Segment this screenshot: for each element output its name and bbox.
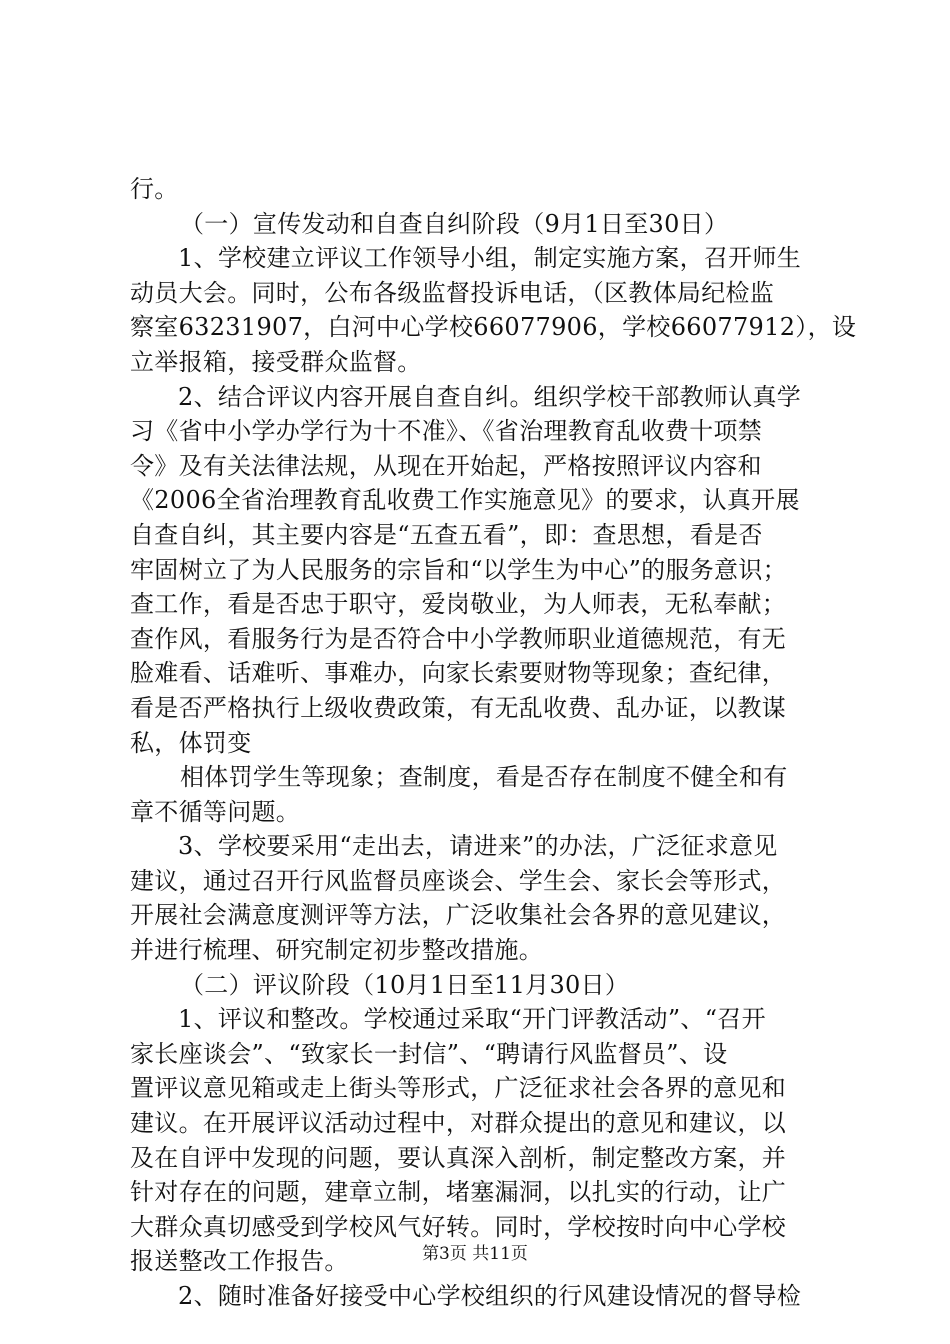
text-line: 建议。在开展评议活动过程中，对群众提出的意见和建议，以 <box>130 1109 787 1138</box>
text-line: 习《省中小学办学行为十不准》、《省治理教育乱收费十项禁 <box>130 417 763 446</box>
text-line: 2、结合评议内容开展自查自纠。组织学校干部教师认真学 <box>178 382 802 411</box>
text-line: 1、评议和整改。学校通过采取“开门评教活动”、“召开 <box>178 1005 766 1034</box>
text-line: 大群众真切感受到学校风气好转。同时，学校按时向中心学校 <box>130 1212 787 1241</box>
text-line: 建议，通过召开行风监督员座谈会、学生会、家长会等形式， <box>130 866 787 895</box>
text-line: 牢固树立了为人民服务的宗旨和“以学生为中心”的服务意识； <box>130 555 787 584</box>
text-line: 针对存在的问题，建章立制，堵塞漏洞，以扎实的行动，让广 <box>130 1178 787 1207</box>
text-line: 家长座谈会”、“致家长一封信”、“聘请行风监督员”、设 <box>130 1039 728 1068</box>
text-line: 及在自评中发现的问题，要认真深入剖析，制定整改方案，并 <box>130 1143 787 1172</box>
text-line: 令》及有关法律法规，从现在开始起，严格按照评议内容和 <box>130 451 762 480</box>
text-line: 相体罚学生等现象；查制度，看是否存在制度不健全和有 <box>180 763 788 792</box>
text-line: 动员大会。同时，公布各级监督投诉电话，（区教体局纪检监 <box>130 278 775 307</box>
text-line: 察室63231907，白河中心学校66077906，学校66077912），设 <box>130 313 857 342</box>
text-line: 置评议意见箱或走上街头等形式，广泛征求社会各界的意见和 <box>130 1074 787 1103</box>
text-line: 脸难看、话难听、事难办，向家长索要财物等现象；查纪律， <box>130 659 787 688</box>
text-line: 并进行梳理、研究制定初步整改措施。 <box>130 936 544 965</box>
text-line: 开展社会满意度测评等方法，广泛收集社会各界的意见建议， <box>130 901 787 930</box>
text-line: 私，体罚变 <box>130 728 252 757</box>
text-line: 立举报箱，接受群众监督。 <box>130 347 422 376</box>
text-line: 2、随时准备好接受中心学校组织的行风建设情况的督导检 <box>178 1282 802 1310</box>
text-line: 1、学校建立评议工作领导小组，制定实施方案，召开师生 <box>178 244 802 273</box>
text-line: 看是否严格执行上级收费政策，有无乱收费、乱办证，以教谋 <box>130 693 787 722</box>
section-heading: （一）宣传发动和自查自纠阶段（9月1日至30日） <box>180 209 729 238</box>
text-line: 查作风，看服务行为是否符合中小学教师职业道德规范，有无 <box>130 624 787 653</box>
document-body <box>130 172 857 1314</box>
text-line: 自查自纠，其主要内容是“五查五看”，即：查思想，看是否 <box>130 520 763 549</box>
page-number: 第3页 共11页 <box>422 1244 528 1264</box>
text-line: 报送整改工作报告。 <box>130 1247 349 1276</box>
text-line: 查工作，看是否忠于职守，爱岗敬业，为人师表，无私奉献； <box>130 590 787 619</box>
section-heading: （二）评议阶段（10月1日至11月30日） <box>180 970 630 999</box>
text-line: 3、学校要采用“走出去，请进来”的办法，广泛征求意见 <box>178 832 778 861</box>
text-line: 行。 <box>130 175 179 203</box>
text-line: 《2006全省治理教育乱收费工作实施意见》的要求，认真开展 <box>130 486 800 515</box>
text-line: 章不循等问题。 <box>130 797 301 826</box>
